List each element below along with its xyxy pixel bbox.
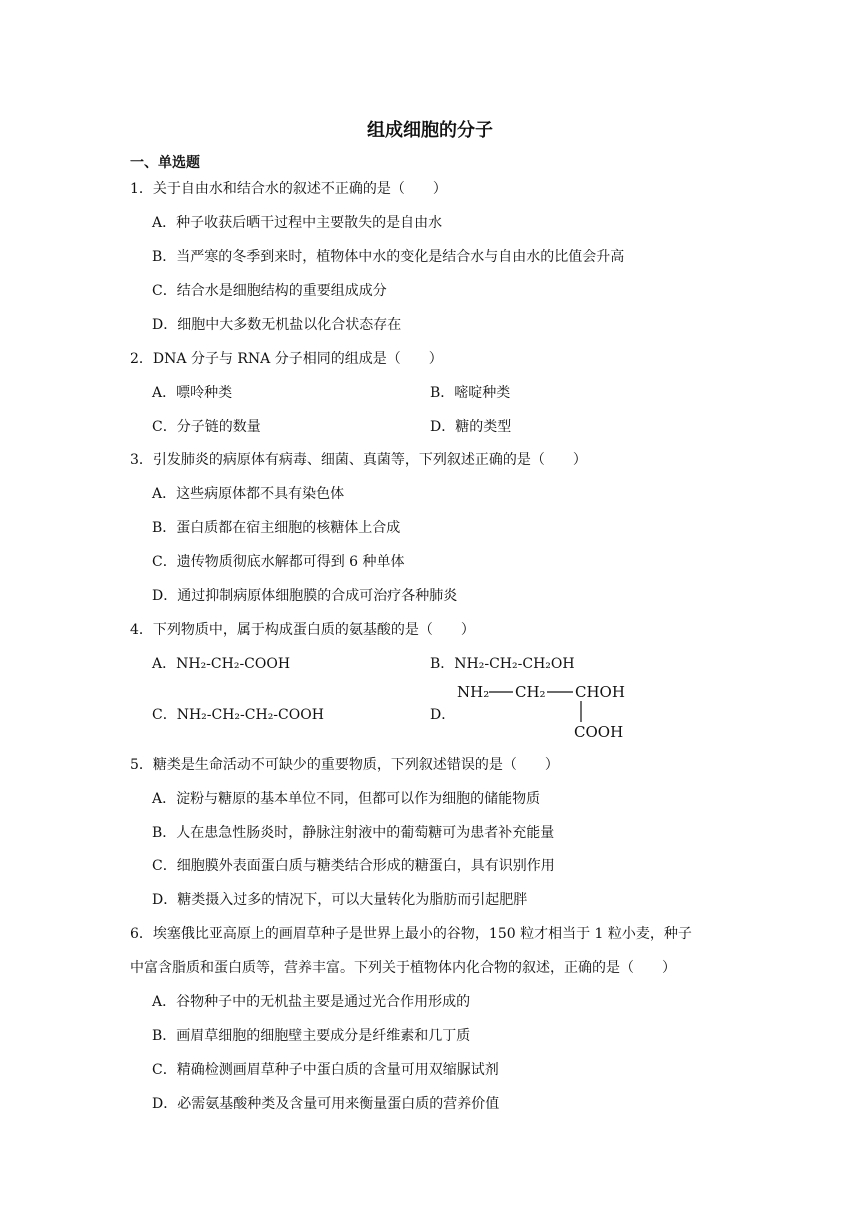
- question-4-option-a: A．NH₂-CH₂-COOH: [152, 656, 291, 672]
- question-1-option-d: D．细胞中大多数无机盐以化合状态存在: [152, 317, 402, 333]
- question-3-option-b: B．蛋白质都在宿主细胞的核糖体上合成: [152, 520, 401, 536]
- question-2-option-b: B．嘧啶种类: [430, 385, 511, 401]
- formula-cooh: COOH: [574, 723, 624, 741]
- question-5-stem: 5．糖类是生命活动不可缺少的重要物质，下列叙述错误的是（ ）: [130, 757, 559, 773]
- question-2-stem: 2．DNA 分子与 RNA 分子相同的组成是（ ）: [130, 351, 443, 367]
- question-6-option-c: C．精确检测画眉草种子中蛋白质的含量可用双缩脲试剂: [152, 1062, 499, 1078]
- question-1-stem: 1．关于自由水和结合水的叙述不正确的是（ ）: [130, 181, 447, 197]
- section-heading: 一、单选题: [130, 155, 200, 171]
- question-2-option-a: A．嘌呤种类: [152, 385, 233, 401]
- formula-ch2: CH₂: [515, 683, 546, 701]
- question-1-option-a: A．种子收获后晒干过程中主要散失的是自由水: [152, 215, 443, 231]
- question-6-stem-continued: 中富含脂质和蛋白质等，营养丰富。下列关于植物体内化合物的叙述，正确的是（ ）: [130, 960, 676, 976]
- question-5-option-d: D．糖类摄入过多的情况下，可以大量转化为脂肪而引起肥胖: [152, 892, 528, 908]
- question-1-option-c: C．结合水是细胞结构的重要组成成分: [152, 283, 387, 299]
- question-4-option-b: B．NH₂-CH₂-CH₂OH: [430, 656, 575, 672]
- question-6-option-a: A．谷物种子中的无机盐主要是通过光合作用形成的: [152, 994, 471, 1010]
- question-6-option-b: B．画眉草细胞的细胞壁主要成分是纤维素和几丁质: [152, 1028, 471, 1044]
- question-3-option-c: C．遗传物质彻底水解都可得到 6 种单体: [152, 554, 405, 570]
- question-4-stem: 4．下列物质中，属于构成蛋白质的氨基酸的是（ ）: [130, 622, 475, 638]
- formula-nh2: NH₂: [457, 683, 490, 701]
- question-3-option-d: D．通过抑制病原体细胞膜的合成可治疗各种肺炎: [152, 588, 458, 604]
- question-5-option-b: B．人在患急性肠炎时，静脉注射液中的葡萄糖可为患者补充能量: [152, 825, 555, 841]
- structural-formula-d: [455, 680, 635, 742]
- question-6-stem: 6．埃塞俄比亚高原上的画眉草种子是世界上最小的谷物，150 粒才相当于 1 粒小麦，种子: [130, 926, 692, 942]
- question-2-option-c: C．分子链的数量: [152, 419, 261, 435]
- question-3-stem: 3．引发肺炎的病原体有病毒、细菌、真菌等，下列叙述正确的是（ ）: [130, 452, 587, 468]
- question-5-option-a: A．淀粉与糖原的基本单位不同，但都可以作为细胞的储能物质: [152, 791, 541, 807]
- question-4-option-c: C．NH₂-CH₂-CH₂-COOH: [152, 707, 324, 723]
- question-6-option-d: D．必需氨基酸种类及含量可用来衡量蛋白质的营养价值: [152, 1096, 500, 1112]
- question-5-option-c: C．细胞膜外表面蛋白质与糖类结合形成的糖蛋白，具有识别作用: [152, 858, 555, 874]
- question-4-option-d: D．: [430, 707, 456, 723]
- formula-choh: CHOH: [575, 683, 625, 701]
- question-3-option-a: A．这些病原体都不具有染色体: [152, 486, 345, 502]
- page-title: 组成细胞的分子: [367, 120, 493, 141]
- question-2-option-d: D．糖的类型: [430, 419, 512, 435]
- question-1-option-b: B．当严寒的冬季到来时，植物体中水的变化是结合水与自由水的比值会升高: [152, 249, 625, 265]
